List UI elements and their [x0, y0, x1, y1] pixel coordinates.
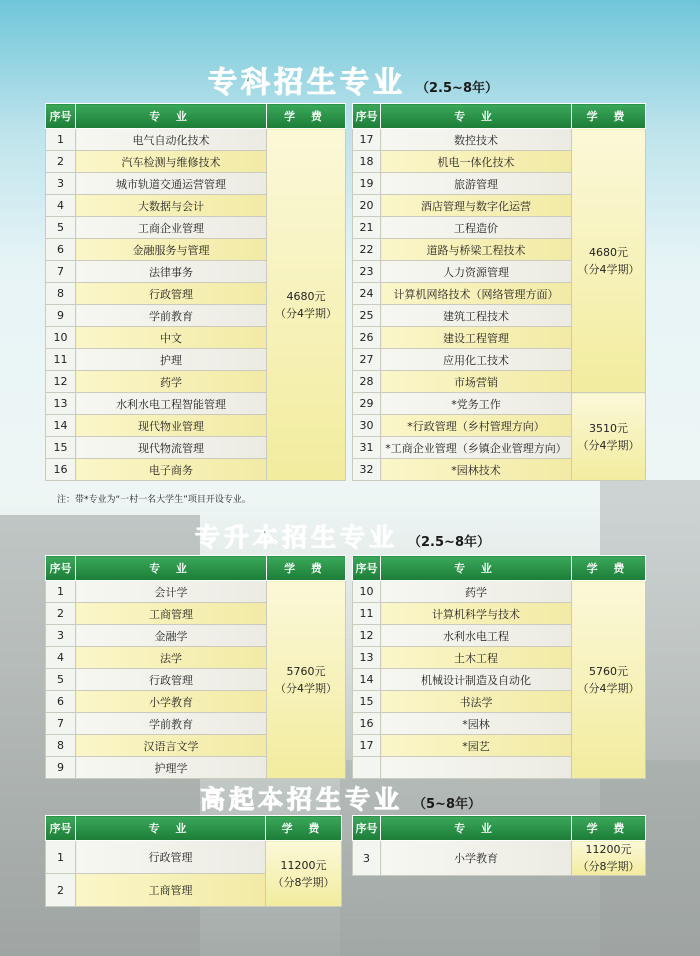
fee-term: （分4学期） — [275, 306, 337, 320]
fee-cell — [267, 581, 346, 779]
zhuanshengben-table-right — [352, 555, 646, 779]
fee-term: （分4学期） — [577, 438, 640, 452]
major-name: 市场营销 — [381, 371, 572, 393]
major-name: 机电一体化技术 — [381, 151, 572, 173]
header-fee: 学 费 — [267, 104, 346, 129]
header-fee: 学 费 — [572, 104, 646, 129]
row-number: 16 — [46, 459, 76, 481]
major-name: 现代物业管理 — [76, 415, 267, 437]
table-row — [46, 581, 346, 603]
major-name: *园艺 — [381, 735, 572, 757]
major-name: 汉语言文学 — [76, 735, 267, 757]
major-name: 护理 — [76, 349, 267, 371]
header-no: 序号 — [46, 816, 76, 841]
fee-term: （分8学期） — [577, 860, 640, 873]
table-row — [353, 129, 646, 151]
zhuanke-table-left — [45, 103, 346, 481]
major-name: *工商企业管理（乡镇企业管理方向） — [381, 437, 572, 459]
row-number: 13 — [353, 647, 381, 669]
major-name: 电气自动化技术 — [76, 129, 267, 151]
header-no: 序号 — [46, 104, 76, 129]
fee-term: （分8学期） — [272, 875, 335, 889]
major-name: 机械设计制造及自动化 — [381, 669, 572, 691]
header-fee: 学 费 — [267, 556, 346, 581]
row-number: 24 — [353, 283, 381, 305]
zhuanshengben-heading: 专升本招生专业 — [195, 523, 399, 552]
major-name: 建设工程管理 — [381, 327, 572, 349]
fee-term: （分4学期） — [577, 681, 640, 695]
row-number: 16 — [353, 713, 381, 735]
fee-cell — [266, 841, 342, 907]
major-name: 计算机科学与技术 — [381, 603, 572, 625]
row-number: 11 — [46, 349, 76, 371]
row-number: 18 — [353, 151, 381, 173]
header-major: 专 业 — [381, 556, 572, 581]
major-name: 建筑工程技术 — [381, 305, 572, 327]
zhuanke-note: 注：带*专业为“一村一名大学生”项目开设专业。 — [57, 495, 251, 505]
row-number: 4 — [46, 647, 76, 669]
gaoqiben-heading: 高起本招生专业 — [200, 785, 404, 814]
row-number: 8 — [46, 283, 76, 305]
fee-cell — [572, 581, 646, 779]
zhuanshengben-title — [195, 518, 490, 554]
major-name: 水利水电工程智能管理 — [76, 393, 267, 415]
row-number: 14 — [46, 415, 76, 437]
major-name: 书法学 — [381, 691, 572, 713]
header-no: 序号 — [353, 556, 381, 581]
row-number: 12 — [46, 371, 76, 393]
header-major: 专 业 — [381, 104, 572, 129]
row-number: 30 — [353, 415, 381, 437]
major-name — [381, 757, 572, 779]
table-row — [46, 841, 342, 874]
gaoqiben-table-left — [45, 815, 342, 907]
major-name: *园林技术 — [381, 459, 572, 481]
major-name: 护理学 — [76, 757, 267, 779]
table-row — [353, 581, 646, 603]
row-number: 12 — [353, 625, 381, 647]
major-name: 数控技术 — [381, 129, 572, 151]
major-name: 大数据与会计 — [76, 195, 267, 217]
major-name: 行政管理 — [76, 669, 267, 691]
row-number: 4 — [46, 195, 76, 217]
row-number: 17 — [353, 129, 381, 151]
header-major: 专 业 — [76, 556, 267, 581]
gaoqiben-table-right — [352, 815, 646, 876]
header-fee: 学 费 — [266, 816, 342, 841]
row-number: 20 — [353, 195, 381, 217]
major-name: 行政管理 — [76, 283, 267, 305]
row-number: 22 — [353, 239, 381, 261]
row-number: 1 — [46, 581, 76, 603]
major-name: 工商企业管理 — [76, 217, 267, 239]
row-number: 1 — [46, 129, 76, 151]
major-name: 计算机网络技术（网络管理方面） — [381, 283, 572, 305]
row-number: 14 — [353, 669, 381, 691]
major-name: 学前教育 — [76, 305, 267, 327]
header-fee: 学 费 — [572, 556, 646, 581]
row-number: 9 — [46, 757, 76, 779]
header-major: 专 业 — [76, 816, 266, 841]
gaoqiben-title — [200, 780, 481, 816]
major-name: 法律事务 — [76, 261, 267, 283]
table-row — [46, 129, 346, 151]
major-name: 土木工程 — [381, 647, 572, 669]
major-name: 中文 — [76, 327, 267, 349]
row-number: 31 — [353, 437, 381, 459]
major-name: 小学教育 — [381, 841, 572, 876]
header-major: 专 业 — [381, 816, 572, 841]
row-number: 9 — [46, 305, 76, 327]
major-name: 工商管理 — [76, 874, 266, 907]
header-no: 序号 — [353, 816, 381, 841]
major-name: 应用化工技术 — [381, 349, 572, 371]
major-name: *园林 — [381, 713, 572, 735]
major-name: 法学 — [76, 647, 267, 669]
row-number: 29 — [353, 393, 381, 415]
fee-cell — [572, 129, 646, 393]
major-name: 酒店管理与数字化运营 — [381, 195, 572, 217]
fee-amount: 5760元 — [286, 664, 326, 678]
row-number: 3 — [353, 841, 381, 876]
header-fee: 学 费 — [572, 816, 646, 841]
row-number: 19 — [353, 173, 381, 195]
row-number: 3 — [46, 625, 76, 647]
fee-amount: 4680元 — [589, 245, 628, 259]
row-number: 23 — [353, 261, 381, 283]
row-number: 32 — [353, 459, 381, 481]
row-number: 2 — [46, 874, 76, 907]
row-number: 28 — [353, 371, 381, 393]
zhuanke-years: （2.5~8年） — [416, 81, 498, 96]
major-name: 道路与桥梁工程技术 — [381, 239, 572, 261]
table-row — [353, 393, 646, 415]
major-name: 工程造价 — [381, 217, 572, 239]
row-number — [353, 757, 381, 779]
fee-amount: 5760元 — [589, 664, 628, 678]
major-name: 汽车检测与维修技术 — [76, 151, 267, 173]
major-name: 人力资源管理 — [381, 261, 572, 283]
row-number: 8 — [46, 735, 76, 757]
table-row — [353, 841, 646, 876]
major-name: 行政管理 — [76, 841, 266, 874]
major-name: *行政管理（乡村管理方向） — [381, 415, 572, 437]
row-number: 2 — [46, 603, 76, 625]
zhuanke-table-right — [352, 103, 646, 481]
row-number: 26 — [353, 327, 381, 349]
row-number: 15 — [353, 691, 381, 713]
row-number: 21 — [353, 217, 381, 239]
major-name: 电子商务 — [76, 459, 267, 481]
row-number: 17 — [353, 735, 381, 757]
header-no: 序号 — [353, 104, 381, 129]
major-name: 金融学 — [76, 625, 267, 647]
major-name: 学前教育 — [76, 713, 267, 735]
fee-cell — [572, 393, 646, 481]
zhuanke-heading: 专科招生专业 — [208, 65, 407, 99]
zhuanke-title — [208, 60, 498, 101]
row-number: 2 — [46, 151, 76, 173]
major-name: 水利水电工程 — [381, 625, 572, 647]
major-name: 会计学 — [76, 581, 267, 603]
header-major: 专 业 — [76, 104, 267, 129]
row-number: 5 — [46, 669, 76, 691]
row-number: 10 — [46, 327, 76, 349]
zhuanshengben-years: （2.5~8年） — [408, 535, 490, 550]
row-number: 6 — [46, 239, 76, 261]
major-name: 现代物流管理 — [76, 437, 267, 459]
row-number: 7 — [46, 713, 76, 735]
fee-amount: 11200元 — [280, 858, 327, 872]
fee-term: （分4学期） — [275, 681, 337, 695]
fee-amount: 3510元 — [589, 421, 628, 435]
row-number: 13 — [46, 393, 76, 415]
fee-cell — [572, 841, 646, 876]
zhuanshengben-table-left — [45, 555, 346, 779]
row-number: 10 — [353, 581, 381, 603]
major-name: 药学 — [381, 581, 572, 603]
row-number: 6 — [46, 691, 76, 713]
row-number: 15 — [46, 437, 76, 459]
major-name: 旅游管理 — [381, 173, 572, 195]
fee-term: （分4学期） — [577, 262, 640, 276]
major-name: 城市轨道交通运营管理 — [76, 173, 267, 195]
fee-cell — [267, 129, 346, 481]
row-number: 3 — [46, 173, 76, 195]
fee-amount: 11200元 — [585, 843, 632, 856]
row-number: 5 — [46, 217, 76, 239]
row-number: 7 — [46, 261, 76, 283]
major-name: *党务工作 — [381, 393, 572, 415]
gaoqiben-years: （5~8年） — [413, 797, 481, 812]
row-number: 11 — [353, 603, 381, 625]
header-no: 序号 — [46, 556, 76, 581]
fee-amount: 4680元 — [286, 289, 326, 303]
row-number: 27 — [353, 349, 381, 371]
major-name: 药学 — [76, 371, 267, 393]
major-name: 工商管理 — [76, 603, 267, 625]
major-name: 小学教育 — [76, 691, 267, 713]
row-number: 1 — [46, 841, 76, 874]
row-number: 25 — [353, 305, 381, 327]
major-name: 金融服务与管理 — [76, 239, 267, 261]
